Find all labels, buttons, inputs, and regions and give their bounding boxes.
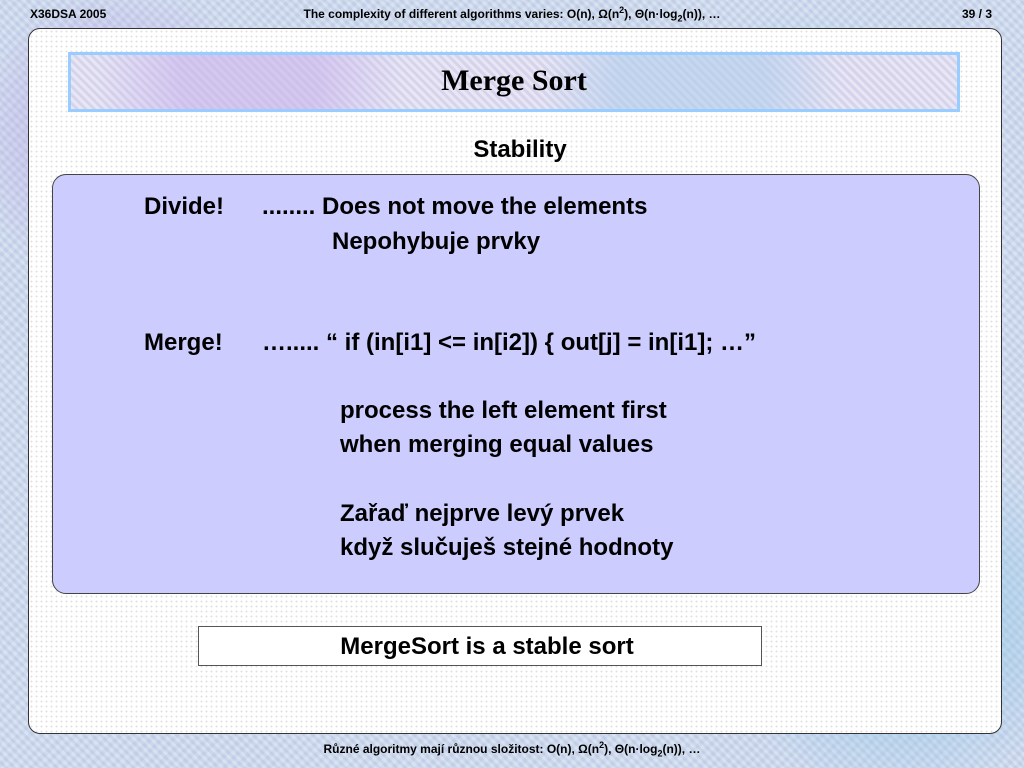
footer-sub: 2 [657,748,663,759]
slide-title: Merge Sort [441,64,587,97]
header-text-part1: The complexity of different algorithms varies: O(n), Ω(n [303,7,620,21]
footer-complexity-text [0,740,1024,759]
course-label: X36DSA 2005 [30,7,107,21]
merge-label: Merge! [144,329,223,356]
conclusion-text: MergeSort is a stable sort [340,633,634,660]
note-cz-line1: Zařaď nejprve levý prvek [340,500,625,527]
divide-czech: Nepohybuje prvky [332,228,541,255]
header-text-part2: ), Θ(n·log [624,7,678,21]
page-number: 39 / 3 [961,7,992,21]
header-complexity-text [0,5,1024,24]
footer-text-part3: (n)), … [662,742,701,756]
header-text-part3: (n)), … [682,7,721,21]
note-en-line2: when merging equal values [340,431,654,458]
slide-subtitle: Stability [473,136,567,163]
note-en-line1: process the left element first [340,397,667,424]
footer-sup: 2 [599,740,605,750]
divide-text: ........ Does not move the elements [262,193,648,220]
footer-text-part1: Různé algoritmy mají různou složitost: O(n), Ω(n [323,742,600,756]
header-sup: 2 [619,5,625,15]
merge-text: …..... “ if (in[i1] <= in[i2]) { out[j] = in[i1]; …” [262,329,756,356]
note-cz-line2: když slučuješ stejné hodnoty [340,534,674,561]
header-sub: 2 [677,13,683,24]
footer-text-part2: ), Θ(n·log [604,742,658,756]
header-bar [0,0,1024,26]
divide-label: Divide! [144,193,225,220]
